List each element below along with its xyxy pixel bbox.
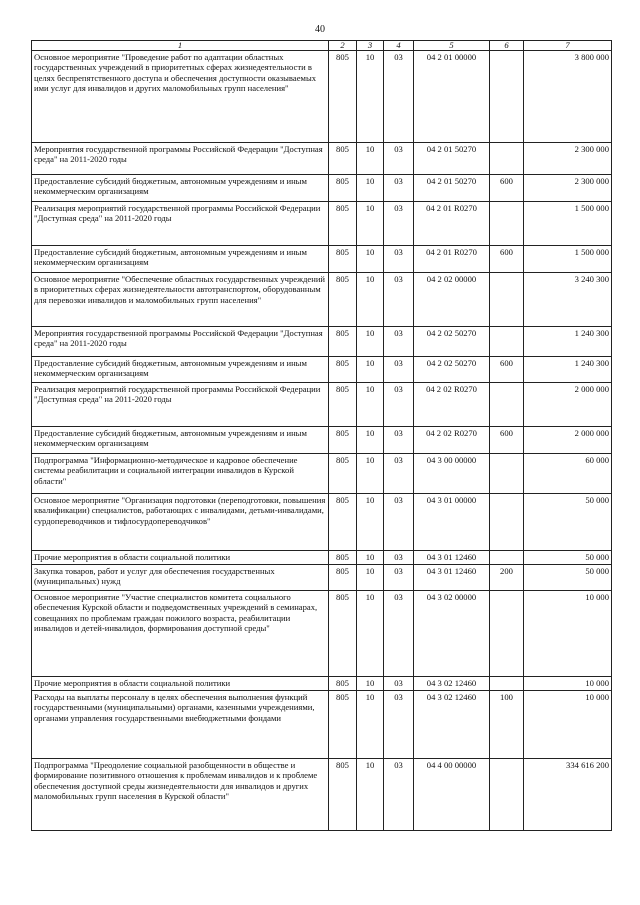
- row-subsection-code: 03: [384, 591, 414, 677]
- row-name: Реализация мероприятий государственной программы Российской Федерации "Доступная среда" на 2011-2020 годы: [32, 202, 329, 246]
- table-row: [32, 327, 612, 357]
- row-ministry-code: 805: [329, 383, 357, 427]
- row-name: Расходы на выплаты персоналу в целях обеспечения выполнения функций государственными (муниципальными) органами, казенными учреждениями, органами управления государственными внебюджетными фондами: [32, 691, 329, 759]
- row-section-code: 10: [357, 591, 384, 677]
- table-row: [32, 454, 612, 494]
- row-section-code: 10: [357, 246, 384, 273]
- row-expense-type: 100: [490, 691, 524, 759]
- header-cell-5: 5: [414, 41, 490, 51]
- row-name: Основное мероприятие "Обеспечение областных государственных учреждений в приоритетных сферах жизнедеятельности автотранспортом, оборудованным для перевозки инвалидов и маломобильных групп населения": [32, 273, 329, 327]
- row-section-code: 10: [357, 691, 384, 759]
- row-expense-type: [490, 327, 524, 357]
- row-amount: 2 300 000: [524, 143, 612, 175]
- row-amount: 50 000: [524, 565, 612, 591]
- row-subsection-code: 03: [384, 202, 414, 246]
- row-section-code: 10: [357, 175, 384, 202]
- table-row: [32, 691, 612, 759]
- row-section-code: 10: [357, 51, 384, 143]
- row-expense-type: [490, 551, 524, 565]
- row-amount: 10 000: [524, 591, 612, 677]
- row-subsection-code: 03: [384, 759, 414, 831]
- row-name: Закупка товаров, работ и услуг для обеспечения государственных (муниципальных) нужд: [32, 565, 329, 591]
- row-ministry-code: 805: [329, 273, 357, 327]
- page-number: 40: [315, 24, 325, 35]
- row-ministry-code: 805: [329, 202, 357, 246]
- row-target-article: 04 2 02 R0270: [414, 427, 490, 454]
- row-amount: 1 500 000: [524, 246, 612, 273]
- row-name: Прочие мероприятия в области социальной политики: [32, 677, 329, 691]
- header-cell-1: 1: [32, 41, 329, 51]
- table-row: [32, 273, 612, 327]
- row-section-code: 10: [357, 383, 384, 427]
- row-amount: 2 000 000: [524, 427, 612, 454]
- row-amount: 50 000: [524, 551, 612, 565]
- row-section-code: 10: [357, 143, 384, 175]
- table-row: [32, 591, 612, 677]
- row-ministry-code: 805: [329, 565, 357, 591]
- row-section-code: 10: [357, 677, 384, 691]
- row-expense-type: [490, 591, 524, 677]
- table-row: [32, 677, 612, 691]
- header-cell-6: 6: [490, 41, 524, 51]
- row-amount: 60 000: [524, 454, 612, 494]
- row-expense-type: [490, 759, 524, 831]
- row-target-article: 04 2 01 00000: [414, 51, 490, 143]
- header-cell-3: 3: [357, 41, 384, 51]
- row-subsection-code: 03: [384, 175, 414, 202]
- row-ministry-code: 805: [329, 327, 357, 357]
- row-expense-type: [490, 383, 524, 427]
- row-section-code: 10: [357, 202, 384, 246]
- table-row: [32, 202, 612, 246]
- row-target-article: 04 2 02 50270: [414, 327, 490, 357]
- row-name: Предоставление субсидий бюджетным, автономным учреждениям и иным некоммерческим организациям: [32, 427, 329, 454]
- row-section-code: 10: [357, 551, 384, 565]
- row-section-code: 10: [357, 427, 384, 454]
- row-target-article: 04 2 02 R0270: [414, 383, 490, 427]
- header-row: [32, 41, 612, 51]
- row-amount: 2 000 000: [524, 383, 612, 427]
- row-name: Подпрограмма "Преодоление социальной разобщенности в обществе и формирование позитивного отношения к проблемам инвалидов и к проблеме обеспечения доступной среды жизнедеятельности для инвалидов и других маломобильных групп населения в Курской области": [32, 759, 329, 831]
- row-subsection-code: 03: [384, 454, 414, 494]
- row-subsection-code: 03: [384, 677, 414, 691]
- row-amount: 3 800 000: [524, 51, 612, 143]
- table-row: [32, 494, 612, 551]
- row-target-article: 04 3 02 12460: [414, 677, 490, 691]
- row-section-code: 10: [357, 273, 384, 327]
- row-ministry-code: 805: [329, 677, 357, 691]
- row-ministry-code: 805: [329, 143, 357, 175]
- row-ministry-code: 805: [329, 175, 357, 202]
- row-expense-type: 600: [490, 175, 524, 202]
- row-subsection-code: 03: [384, 691, 414, 759]
- row-amount: 1 240 300: [524, 327, 612, 357]
- table-row: [32, 759, 612, 831]
- row-target-article: 04 3 00 00000: [414, 454, 490, 494]
- row-amount: 50 000: [524, 494, 612, 551]
- row-name: Прочие мероприятия в области социальной политики: [32, 551, 329, 565]
- row-amount: 10 000: [524, 677, 612, 691]
- row-expense-type: [490, 677, 524, 691]
- row-subsection-code: 03: [384, 51, 414, 143]
- row-expense-type: 600: [490, 427, 524, 454]
- row-subsection-code: 03: [384, 327, 414, 357]
- row-section-code: 10: [357, 327, 384, 357]
- row-expense-type: 600: [490, 357, 524, 383]
- header-cell-2: 2: [329, 41, 357, 51]
- header-cell-4: 4: [384, 41, 414, 51]
- table-row: [32, 246, 612, 273]
- row-ministry-code: 805: [329, 494, 357, 551]
- row-target-article: 04 2 01 50270: [414, 143, 490, 175]
- row-subsection-code: 03: [384, 565, 414, 591]
- row-subsection-code: 03: [384, 246, 414, 273]
- row-name: Основное мероприятие "Участие специалистов комитета социального обеспечения Курской области и подведомственных учреждений в семинарах, совещаниях по проблемам граждан пожилого возраста, реабилитации инвалидов и детей-инвалидов, формирования доступной среды": [32, 591, 329, 677]
- row-target-article: 04 3 01 00000: [414, 494, 490, 551]
- row-ministry-code: 805: [329, 591, 357, 677]
- row-section-code: 10: [357, 565, 384, 591]
- row-target-article: 04 3 02 00000: [414, 591, 490, 677]
- row-target-article: 04 3 01 12460: [414, 565, 490, 591]
- row-expense-type: [490, 454, 524, 494]
- row-expense-type: [490, 143, 524, 175]
- table-row: [32, 551, 612, 565]
- row-ministry-code: 805: [329, 759, 357, 831]
- row-name: Предоставление субсидий бюджетным, автономным учреждениям и иным некоммерческим организациям: [32, 357, 329, 383]
- row-subsection-code: 03: [384, 494, 414, 551]
- row-target-article: 04 2 02 00000: [414, 273, 490, 327]
- row-amount: 1 240 300: [524, 357, 612, 383]
- row-expense-type: [490, 494, 524, 551]
- row-subsection-code: 03: [384, 357, 414, 383]
- row-subsection-code: 03: [384, 273, 414, 327]
- row-name: Основное мероприятие "Организация подготовки (переподготовки, повышения квалификации) специалистов, работающих с инвалидами, детьми-инвалидами, сурдопереводчиков и тифлосурдопереводчиков": [32, 494, 329, 551]
- row-target-article: 04 3 01 12460: [414, 551, 490, 565]
- row-expense-type: [490, 273, 524, 327]
- row-ministry-code: 805: [329, 427, 357, 454]
- row-ministry-code: 805: [329, 357, 357, 383]
- table-row: [32, 427, 612, 454]
- row-target-article: 04 2 02 50270: [414, 357, 490, 383]
- row-expense-type: [490, 51, 524, 143]
- row-subsection-code: 03: [384, 383, 414, 427]
- table-row: [32, 565, 612, 591]
- row-amount: 10 000: [524, 691, 612, 759]
- row-target-article: 04 4 00 00000: [414, 759, 490, 831]
- table-row: [32, 175, 612, 202]
- row-ministry-code: 805: [329, 51, 357, 143]
- row-amount: 1 500 000: [524, 202, 612, 246]
- table-row: [32, 51, 612, 143]
- row-target-article: 04 2 01 50270: [414, 175, 490, 202]
- table-row: [32, 143, 612, 175]
- row-target-article: 04 2 01 R0270: [414, 202, 490, 246]
- table-row: [32, 357, 612, 383]
- row-target-article: 04 3 02 12460: [414, 691, 490, 759]
- row-amount: 2 300 000: [524, 175, 612, 202]
- row-section-code: 10: [357, 454, 384, 494]
- row-expense-type: [490, 202, 524, 246]
- row-section-code: 10: [357, 494, 384, 551]
- row-name: Предоставление субсидий бюджетным, автономным учреждениям и иным некоммерческим организациям: [32, 246, 329, 273]
- budget-table: [31, 40, 612, 831]
- row-section-code: 10: [357, 759, 384, 831]
- row-subsection-code: 03: [384, 551, 414, 565]
- row-name: Предоставление субсидий бюджетным, автономным учреждениям и иным некоммерческим организациям: [32, 175, 329, 202]
- row-section-code: 10: [357, 357, 384, 383]
- row-ministry-code: 805: [329, 246, 357, 273]
- row-name: Мероприятия государственной программы Российской Федерации "Доступная среда" на 2011-2020 годы: [32, 327, 329, 357]
- row-ministry-code: 805: [329, 691, 357, 759]
- row-ministry-code: 805: [329, 551, 357, 565]
- row-amount: 3 240 300: [524, 273, 612, 327]
- row-name: Мероприятия государственной программы Российской Федерации "Доступная среда" на 2011-2020 годы: [32, 143, 329, 175]
- row-target-article: 04 2 01 R0270: [414, 246, 490, 273]
- row-subsection-code: 03: [384, 143, 414, 175]
- header-cell-7: 7: [524, 41, 612, 51]
- row-subsection-code: 03: [384, 427, 414, 454]
- row-name: Реализация мероприятий государственной программы Российской Федерации "Доступная среда" на 2011-2020 годы: [32, 383, 329, 427]
- row-name: Подпрограмма "Информационно-методическое и кадровое обеспечение системы реабилитации и социальной интеграции инвалидов в Курской области": [32, 454, 329, 494]
- row-expense-type: 600: [490, 246, 524, 273]
- row-expense-type: 200: [490, 565, 524, 591]
- row-name: Основное мероприятие "Проведение работ по адаптации областных государственных учреждений в приоритетных сферах жизнедеятельности в целях беспрепятственного доступа и обеспечения доступности оказываемых ими услуг для инвалидов и других маломобильных групп населения": [32, 51, 329, 143]
- row-amount: 334 616 200: [524, 759, 612, 831]
- table-row: [32, 383, 612, 427]
- row-ministry-code: 805: [329, 454, 357, 494]
